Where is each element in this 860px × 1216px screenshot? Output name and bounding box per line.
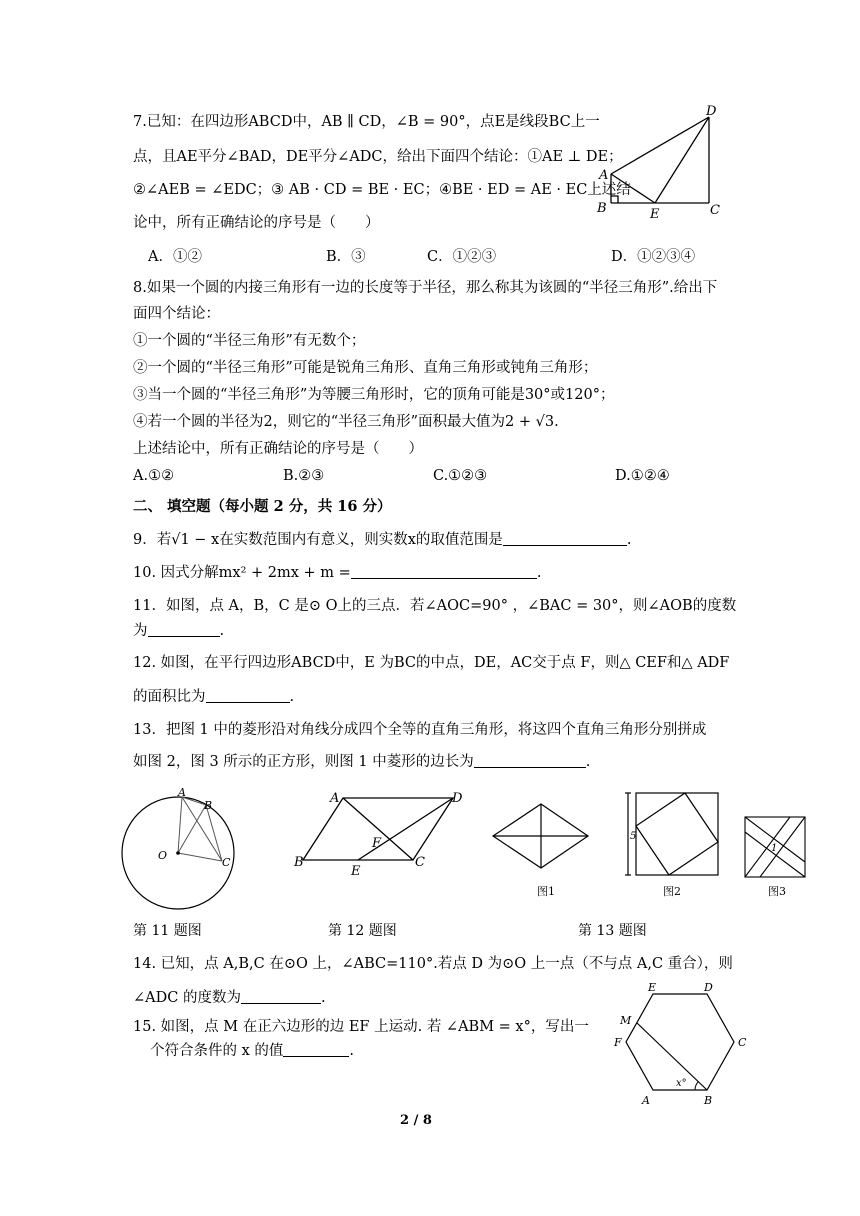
q12-caption: 第 12 题图 bbox=[328, 923, 397, 939]
q9-answer-blank[interactable] bbox=[503, 531, 627, 546]
q12-text: 的面积比为 bbox=[133, 689, 206, 705]
q13-fig1-caption: 图1 bbox=[537, 885, 555, 898]
q15-label-a: A bbox=[642, 1094, 650, 1107]
q11-end: . bbox=[219, 623, 225, 639]
q7-line-4: 论中，所有正确结论的序号是（ ） bbox=[133, 215, 380, 231]
q12-label-b: B bbox=[294, 855, 304, 870]
q13-end: . bbox=[585, 754, 591, 770]
q13-figure-1 bbox=[488, 798, 598, 882]
q8-line-7: 上述结论中，所有正确结论的序号是（ ） bbox=[133, 441, 423, 457]
q8-line-6: ④若一个圆的半径为2，则它的“半径三角形”面积最大值为2 + √3. bbox=[133, 414, 559, 430]
q9-line bbox=[133, 531, 632, 549]
q7-option-b: B．③ bbox=[326, 249, 366, 265]
q8-line-4: ②一个圆的“半径三角形”可能是锐角三角形、直角三角形或钝角三角形； bbox=[133, 360, 598, 376]
q7-figure bbox=[594, 105, 734, 223]
q13-fig3-caption: 图3 bbox=[768, 885, 786, 898]
q13-fig3-label: 1 bbox=[771, 843, 778, 854]
q13-caption: 第 13 题图 bbox=[578, 923, 647, 939]
q7-line-2: 点，且AE平分∠BAD，DE平分∠ADC，给出下面四个结论：①AE ⊥ DE； bbox=[133, 149, 623, 165]
q12-end: . bbox=[289, 689, 295, 705]
q15-answer-blank[interactable] bbox=[283, 1042, 349, 1057]
q11-line-1: 11．如图，点 A，B，C 是⊙ O上的三点．若∠AOC=90° ，∠BAC = 30°，则∠AOB的度数 bbox=[133, 598, 737, 614]
q15-line-2 bbox=[150, 1042, 354, 1060]
q15-label-angle: x° bbox=[676, 1078, 687, 1089]
q12-label-f: F bbox=[372, 836, 382, 851]
q15-label-b: B bbox=[704, 1094, 713, 1107]
q15-label-f: F bbox=[614, 1036, 622, 1049]
q15-end: . bbox=[349, 1043, 355, 1059]
q13-figure-2 bbox=[620, 788, 725, 880]
q11-label-o: O bbox=[158, 849, 168, 862]
q8-line-5: ③当一个圆的“半径三角形”为等腰三角形时，它的顶角可能是30°或120°； bbox=[133, 387, 615, 403]
q8-line-3: ①一个圆的“半径三角形”有无数个； bbox=[133, 333, 366, 349]
q9-text: 9．若√1 − x在实数范围内有意义，则实数x的取值范围是 bbox=[133, 532, 503, 548]
q7-option-d: D．①②③④ bbox=[611, 249, 696, 265]
q15-line-1: 15. 如图，点 M 在正六边形的边 EF 上运动. 若 ∠ABM = x°，写出一 bbox=[133, 1019, 589, 1035]
q13-fig2-label: 5 bbox=[630, 831, 637, 842]
q10-text: 10. 因式分解mx² + 2mx + m = bbox=[133, 565, 351, 581]
q14-line-2 bbox=[133, 989, 326, 1007]
q7-option-c: C．①②③ bbox=[427, 249, 497, 265]
q8-option-a: A.①② bbox=[133, 468, 175, 484]
q14-answer-blank[interactable] bbox=[241, 989, 321, 1004]
q12-label-c: C bbox=[415, 855, 425, 870]
q15-text: 个符合条件的 x 的值 bbox=[150, 1043, 284, 1059]
q13-line-1: 13．把图 1 中的菱形沿对角线分成四个全等的直角三角形，将这四个直角三角形分别拼成 bbox=[133, 722, 707, 738]
q15-figure bbox=[606, 978, 766, 1108]
q11-caption: 第 11 题图 bbox=[133, 923, 202, 939]
q7-label-c: C bbox=[710, 203, 720, 218]
q8-line-2: 面四个结论： bbox=[133, 306, 220, 322]
q10-end: . bbox=[536, 565, 542, 581]
section-heading: 二、 填空题（每小题 2 分，共 16 分） bbox=[133, 498, 392, 515]
q7-line-3: ②∠AEB = ∠EDC；③ AB · CD = BE · EC；④BE · ED = AE · EC上述结 bbox=[133, 182, 631, 198]
page-number: 2 / 8 bbox=[400, 1113, 432, 1128]
q13-fig2-caption: 图2 bbox=[663, 885, 681, 898]
q10-line bbox=[133, 564, 541, 582]
q7-option-a: A．①② bbox=[148, 249, 202, 265]
q15-label-m: M bbox=[620, 1014, 632, 1027]
q11-answer-blank[interactable] bbox=[148, 622, 220, 637]
q14-line-1: 14. 已知，点 A,B,C 在⊙O 上，∠ABC=110°.若点 D 为⊙O 上一点（不与点 A,C 重合），则 bbox=[133, 956, 733, 972]
q15-label-c: C bbox=[738, 1036, 747, 1049]
q8-option-d: D.①②④ bbox=[615, 468, 670, 484]
q12-line-1: 12. 如图，在平行四边形ABCD中，E 为BC的中点，DE，AC交于点 F，则△ CEF和△ ADF bbox=[133, 655, 730, 671]
q7-label-d: D bbox=[706, 105, 717, 119]
q10-answer-blank[interactable] bbox=[351, 564, 537, 579]
q11-label-c: C bbox=[222, 856, 231, 869]
q11-figure bbox=[110, 785, 250, 915]
q12-figure bbox=[290, 786, 480, 882]
q7-label-b: B bbox=[597, 201, 607, 216]
q11-label-b: B bbox=[204, 799, 213, 812]
q13-line-2 bbox=[133, 753, 590, 771]
q11-label-a: A bbox=[178, 786, 186, 799]
q12-label-e: E bbox=[351, 864, 361, 879]
q12-line-2 bbox=[133, 688, 294, 706]
q8-option-c: C.①②③ bbox=[433, 468, 488, 484]
q14-text: ∠ADC 的度数为 bbox=[133, 990, 241, 1006]
q12-answer-blank[interactable] bbox=[206, 688, 290, 703]
q8-option-b: B.②③ bbox=[283, 468, 325, 484]
q12-label-d: D bbox=[452, 791, 463, 806]
q11-line-2 bbox=[133, 622, 224, 640]
q7-label-e: E bbox=[650, 207, 660, 222]
q15-label-d: D bbox=[704, 981, 713, 994]
q13-text: 如图 2，图 3 所示的正方形，则图 1 中菱形的边长为 bbox=[133, 754, 474, 770]
q7-line-1: 7.已知：在四边形ABCD中，AB ∥ CD，∠B = 90°，点E是线段BC上一 bbox=[133, 114, 600, 130]
q8-line-1: 8.如果一个圆的内接三角形有一边的长度等于半径，那么称其为该圆的“半径三角形”.给出下 bbox=[133, 280, 718, 296]
q13-figure-3 bbox=[740, 812, 810, 882]
q7-label-a: A bbox=[599, 168, 609, 183]
q13-answer-blank[interactable] bbox=[474, 753, 586, 768]
q14-end: . bbox=[320, 990, 326, 1006]
q11-text: 为 bbox=[133, 623, 148, 639]
q9-end: . bbox=[626, 532, 632, 548]
q15-label-e: E bbox=[648, 981, 657, 994]
q12-label-a: A bbox=[330, 791, 340, 806]
